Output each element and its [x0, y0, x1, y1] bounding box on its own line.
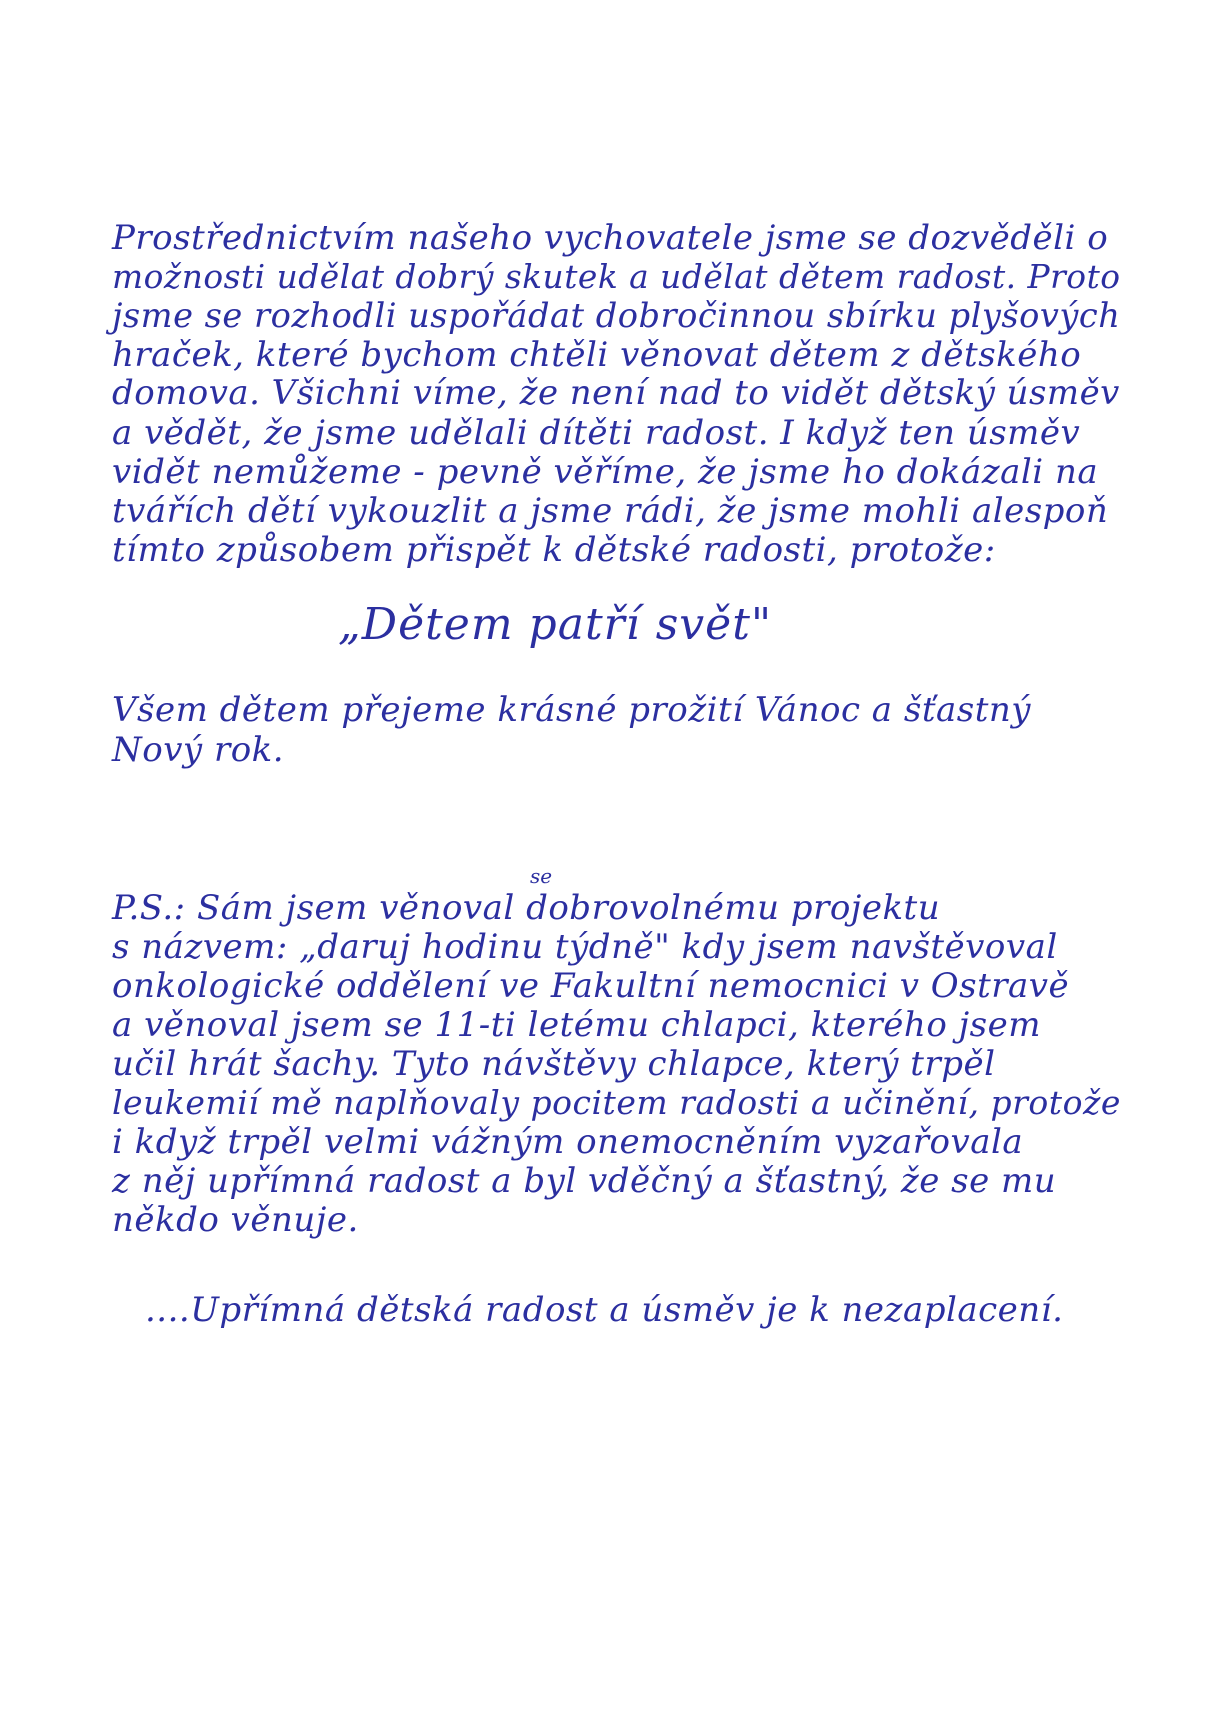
text-line: jsme se rozhodli uspořádat dobročinnou sbírku plyšových	[112, 296, 1121, 335]
text-line: vidět nemůžeme - pevně věříme, že jsme ho dokázali na	[112, 452, 1099, 492]
text-line: a věnoval jsem se 11-ti letému chlapci, kterého jsem	[112, 1005, 1041, 1045]
inserted-word: se	[530, 864, 553, 888]
text-line: tímto způsobem přispět k dětské radosti, protože:	[112, 530, 996, 570]
text-line: Všem dětem přejeme krásné prožití Vánoc a šťastný	[112, 690, 1031, 730]
text-line: učil hrát šachy. Tyto návštěvy chlapce, který trpěl	[112, 1044, 996, 1084]
text-line: onkologické oddělení ve Fakultní nemocnici v Ostravě	[112, 966, 1070, 1006]
text-line: hraček, které bychom chtěli věnovat dětem z dětského	[112, 335, 1082, 375]
closing-line: ....Upřímná dětská radost a úsměv je k nezaplacení.	[145, 1290, 1064, 1330]
text-line: někdo věnuje.	[112, 1200, 359, 1240]
text-line: z něj upřímná radost a byl vděčný a šťastný, že se mu	[112, 1161, 1057, 1201]
text-line: Nový rok.	[112, 730, 285, 770]
text-line: tvářích dětí vykouzlit a jsme rádi, že jsme mohli alespoň	[112, 491, 1109, 531]
text-line: domova. Všichni víme, že není nad to vidět dětský úsměv	[112, 374, 1120, 413]
text-line: s názvem: „daruj hodinu týdně" kdy jsem navštěvoval	[112, 927, 1058, 967]
text-line: možnosti udělat dobrý skutek a udělat dětem radost. Proto	[112, 258, 1121, 296]
text-line: leukemií mě naplňovaly pocitem radosti a učinění, protože	[112, 1083, 1121, 1122]
motto: „Dětem patří svět"	[338, 599, 773, 650]
text-line: a vědět, že jsme udělali dítěti radost. I když ten úsměv	[112, 413, 1081, 453]
text-line: Prostřednictvím našeho vychovatele jsme se dozvěděli o	[112, 218, 1109, 258]
text-line: i když trpěl velmi vážným onemocněním vyzařovala	[112, 1122, 1024, 1162]
text-line: P.S.: Sám jsem věnoval dobrovolnému projektu	[112, 888, 941, 928]
